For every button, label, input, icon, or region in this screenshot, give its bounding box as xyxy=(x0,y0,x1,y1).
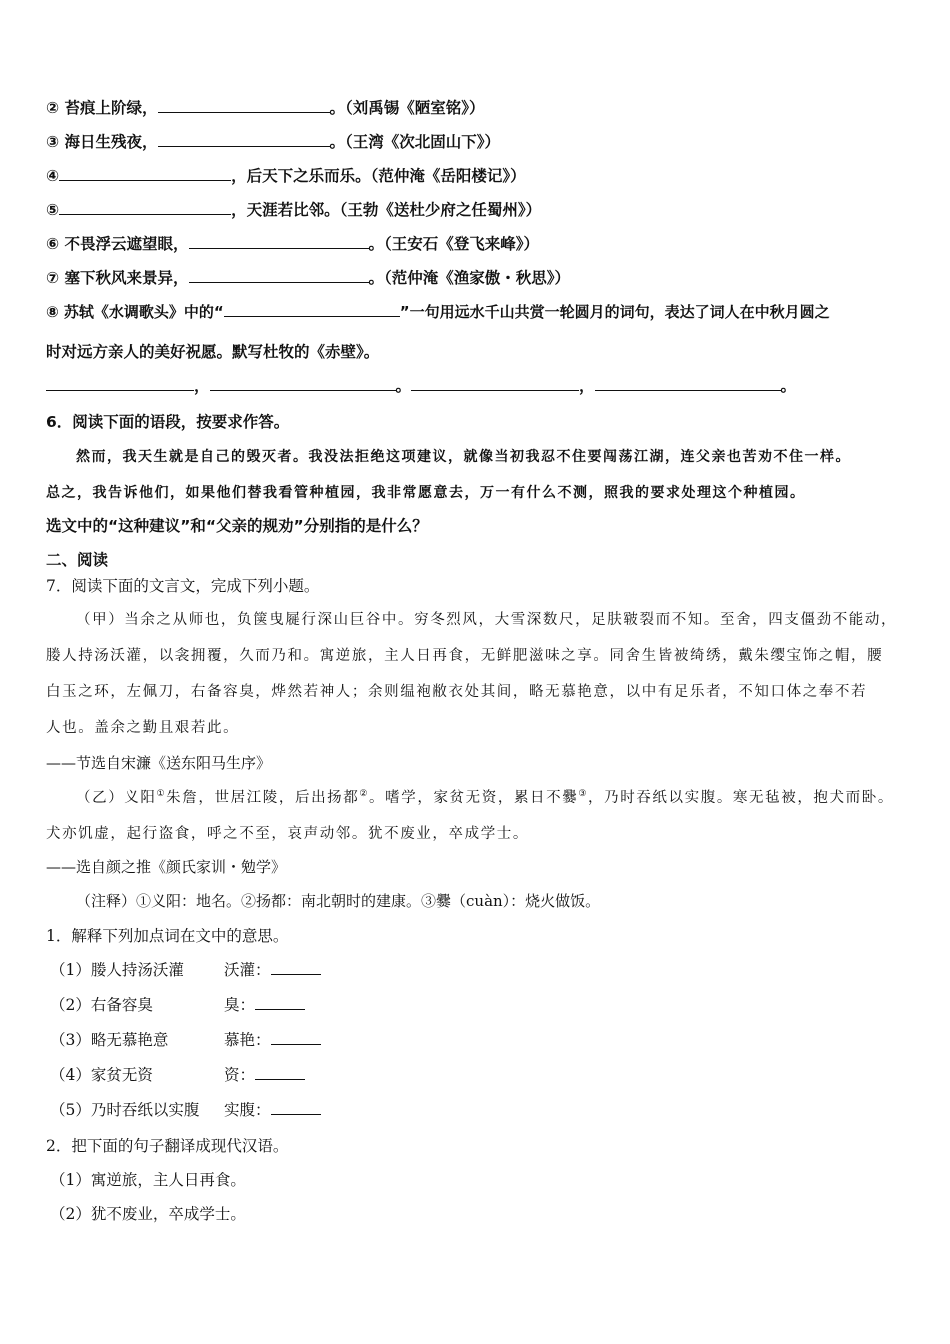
yi-line-1: （乙）义阳①朱詹，世居江陵，后出扬都②。嗜学，家贫无资，累日不爨③，乃时吞纸以实腹。寒无毡被，抱犬而卧。 xyxy=(76,789,894,806)
footnote-ref-3: ③ xyxy=(578,789,589,800)
vocab-row-2: （2）右备容臭 臭： xyxy=(50,993,305,1015)
sub2-item-2: （2）犹不废业，卒成学士。 xyxy=(50,1205,246,1223)
item-source: ，后天下之乐而乐。（范仲淹《岳阳楼记》） xyxy=(231,167,526,185)
answer-blank[interactable] xyxy=(59,164,231,181)
answer-blank[interactable] xyxy=(46,374,194,391)
answer-blank[interactable] xyxy=(59,198,231,215)
item-prefix: ③ 海日生残夜， xyxy=(46,133,158,151)
answer-blank[interactable] xyxy=(224,300,400,317)
q6-passage-line-2: 总之，我告诉他们，如果他们替我看管种植园，我非常愿意去，万一有什么不测，照我的要求处理这个种植园。 xyxy=(46,485,806,501)
jia-line-2: 媵人持汤沃灌，以衾拥覆，久而乃和。寓逆旅，主人日再食，无鲜肥滋味之享。同舍生皆被绮绣，戴朱缨宝饰之帽，腰 xyxy=(46,648,884,664)
annotation-notes: （注释）①义阳：地名。②扬都：南北朝时的建康。③爨（cuàn）：烧火做饭。 xyxy=(76,892,601,910)
sub1-title: 1．解释下列加点词在文中的意思。 xyxy=(46,927,289,945)
footnote-ref-2: ② xyxy=(359,789,370,800)
answer-blank[interactable] xyxy=(271,1098,321,1115)
answer-blank[interactable] xyxy=(189,266,369,283)
answer-blank[interactable] xyxy=(255,1063,305,1080)
vocab-row-3: （3）略无慕艳意 慕艳： xyxy=(50,1028,321,1050)
item-source: ，天涯若比邻。（王勃《送杜少府之任蜀州》） xyxy=(231,201,542,219)
item-source: 。（范仲淹《渔家傲・秋思》） xyxy=(368,269,571,287)
recitation-item-6 xyxy=(46,232,539,254)
section-heading: 二、阅读 xyxy=(46,551,109,569)
answer-blank[interactable] xyxy=(271,958,321,975)
item-prefix: ④ xyxy=(46,167,60,185)
jia-line-4: 人也。盖余之勤且艰若此。 xyxy=(46,720,240,736)
answer-blank[interactable] xyxy=(158,130,330,147)
recitation-item-8-cont: 时对远方亲人的美好祝愿。默写杜牧的《赤壁》。 xyxy=(46,343,380,361)
yi-source: ——选自颜之推《颜氏家训・勉学》 xyxy=(46,858,287,876)
answer-blank[interactable] xyxy=(158,96,330,113)
vocab-row-4: （4）家贫无资 资： xyxy=(50,1063,305,1085)
answer-blank[interactable] xyxy=(271,1028,321,1045)
item-prefix: ⑥ 不畏浮云遮望眼， xyxy=(46,235,189,253)
chibi-blanks: ， 。 ， 。 xyxy=(46,374,796,396)
sub2-title: 2．把下面的句子翻译成现代汉语。 xyxy=(46,1137,289,1155)
item-source: 。（王安石《登飞来峰》） xyxy=(368,235,540,253)
q6-question: 选文中的“这种建议”和“父亲的规劝”分别指的是什么？ xyxy=(46,517,428,535)
answer-blank[interactable] xyxy=(411,374,579,391)
answer-blank[interactable] xyxy=(210,374,396,391)
jia-line-1: （甲）当余之从师也，负箧曳屣行深山巨谷中。穷冬烈风，大雪深数尺，足肤皲裂而不知。至舍，四支僵劲不能动， xyxy=(76,612,898,628)
q6-passage-line-1: 然而，我天生就是自己的毁灭者。我没法拒绝这项建议，就像当初我忍不住要闯荡江湖，连父亲也苦劝不住一样。 xyxy=(76,449,851,465)
answer-blank[interactable] xyxy=(255,993,305,1010)
recitation-item-7 xyxy=(46,266,570,288)
recitation-item-8 xyxy=(46,300,830,322)
item-source: 。（王湾《次北固山下》） xyxy=(329,133,501,151)
recitation-item-3 xyxy=(46,130,500,152)
sub2-item-1: （1）寓逆旅，主人日再食。 xyxy=(50,1171,246,1189)
q6-title: 6．阅读下面的语段，按要求作答。 xyxy=(46,413,290,431)
item-prefix: ⑧ 苏轼《水调歌头》中的“ xyxy=(46,303,224,321)
item-prefix: ⑦ 塞下秋风来景异， xyxy=(46,269,189,287)
vocab-row-5: （5）乃时吞纸以实腹 实腹： xyxy=(50,1098,321,1120)
item-source: 。（刘禹锡《陋室铭》） xyxy=(329,99,485,117)
recitation-item-2 xyxy=(46,96,485,118)
vocab-row-1: （1）媵人持汤沃灌 沃灌： xyxy=(50,958,321,980)
q7-title: 7．阅读下面的文言文，完成下列小题。 xyxy=(46,577,320,595)
item-prefix: ⑤ xyxy=(46,201,60,219)
jia-line-3: 白玉之环，左佩刀，右备容臭，烨然若神人；余则缊袍敝衣处其间，略无慕艳意，以中有足乐者，不知口体之奉不若 xyxy=(46,684,868,700)
recitation-item-5 xyxy=(46,198,541,220)
answer-blank[interactable] xyxy=(189,232,369,249)
yi-line-2: 犬亦饥虚，起行盗食，呼之不至，哀声动邻。犹不废业，卒成学士。 xyxy=(46,826,529,842)
jia-source: ——节选自宋濂《送东阳马生序》 xyxy=(46,754,272,772)
item-text: ”一句用远水千山共赏一轮圆月的词句，表达了词人在中秋月圆之 xyxy=(399,303,830,321)
answer-blank[interactable] xyxy=(595,374,781,391)
footnote-ref-1: ① xyxy=(156,789,167,800)
recitation-item-4 xyxy=(46,164,526,186)
item-prefix: ② 苔痕上阶绿， xyxy=(46,99,158,117)
